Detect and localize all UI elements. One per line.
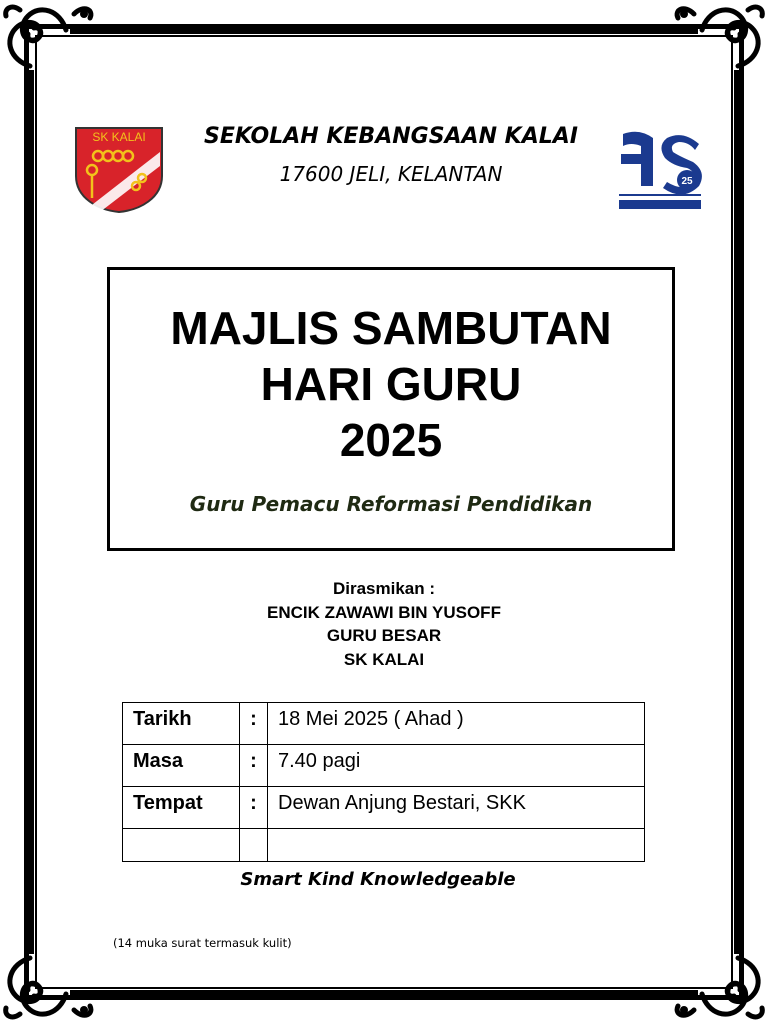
hari-guru-25-logo-icon: [613, 124, 706, 215]
svg-text:SK KALAI: SK KALAI: [92, 130, 146, 144]
detail-colon: :: [240, 787, 268, 829]
school-crest-icon: [74, 126, 164, 214]
event-title-box: [107, 267, 675, 551]
empty-cell: [268, 829, 645, 862]
event-title-line-2: HARI GURU: [260, 358, 522, 410]
officiator-name: ENCIK ZAWAWI BIN YUSOFF: [267, 602, 501, 622]
event-year: 2025: [339, 414, 443, 466]
svg-text:25: 25: [681, 176, 693, 187]
table-row-empty: [123, 829, 645, 862]
detail-colon: :: [240, 703, 268, 745]
border-bar-right: [734, 70, 744, 954]
detail-label-date: Tarikh: [123, 703, 240, 745]
detail-value-time: 7.40 pagi: [268, 745, 645, 787]
page-count-note: (14 muka surat termasuk kulit): [113, 936, 292, 950]
table-row: [123, 703, 645, 745]
officiator-position: GURU BESAR: [326, 626, 442, 645]
event-title-line-1: MAJLIS SAMBUTAN: [170, 302, 612, 354]
table-row: [123, 787, 645, 829]
detail-value-date: 18 Mei 2025 ( Ahad ): [268, 703, 645, 745]
table-row: [123, 745, 645, 787]
border-bar-left: [24, 70, 34, 954]
corner-ornament-icon: [672, 954, 768, 1024]
event-details-table: [122, 702, 645, 862]
corner-ornament-icon: [0, 0, 96, 70]
corner-ornament-icon: [0, 954, 96, 1024]
corner-ornament-icon: [672, 0, 768, 70]
officiator-school: SK KALAI: [343, 649, 425, 669]
detail-label-venue: Tempat: [123, 787, 240, 829]
empty-cell: [123, 829, 240, 862]
school-name: SEKOLAH KEBANGSAAN KALAI: [204, 124, 578, 149]
border-bar-bottom: [70, 990, 698, 1000]
detail-colon: :: [240, 745, 268, 787]
border-bar-top: [70, 24, 698, 34]
detail-value-venue: Dewan Anjung Bestari, SKK: [268, 787, 645, 829]
school-motto: Smart Kind Knowledgeable: [240, 869, 516, 890]
detail-label-time: Masa: [123, 745, 240, 787]
officiated-by-block: [0, 577, 768, 671]
school-address: 17600 JELI, KELANTAN: [279, 162, 503, 186]
officiated-label: Dirasmikan :: [332, 579, 436, 598]
event-theme: Guru Pemacu Reformasi Pendidikan: [189, 492, 593, 516]
empty-cell: [240, 829, 268, 862]
